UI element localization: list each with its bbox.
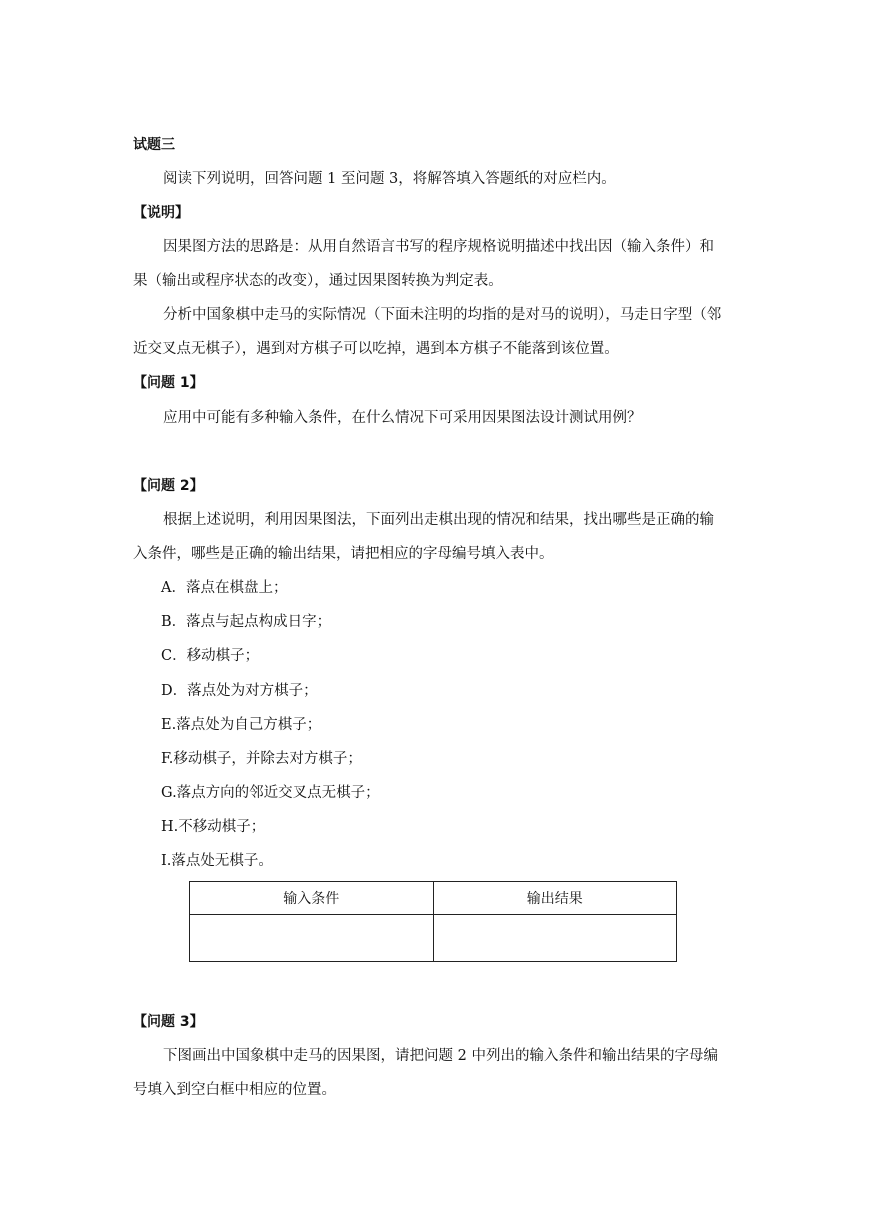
option-c: C．移动棋子；	[161, 648, 260, 664]
q3-heading: 【问题 3】	[133, 1014, 204, 1030]
option-h: H.不移动棋子；	[161, 819, 266, 835]
q2-line2: 入条件，哪些是正确的输出结果，请把相应的字母编号填入表中。	[133, 546, 554, 562]
output-results-cell[interactable]	[433, 915, 677, 962]
intro-text: 阅读下列说明，回答问题 1 至问题 3，将解答填入答题纸的对应栏内。	[163, 171, 616, 187]
answer-table	[189, 881, 677, 962]
page-title: 试题三	[133, 137, 175, 153]
output-results-header: 输出结果	[433, 882, 677, 915]
option-f: F.移动棋子，并除去对方棋子；	[161, 751, 362, 767]
explain-heading: 【说明】	[133, 205, 189, 221]
explain-p2-line2: 近交叉点无棋子），遇到对方棋子可以吃掉，遇到本方棋子不能落到该位置。	[133, 341, 619, 357]
option-g: G.落点方向的邻近交叉点无棋子；	[161, 785, 380, 801]
explain-p1-line2: 果（输出或程序状态的改变），通过因果图转换为判定表。	[133, 273, 503, 289]
explain-p1-line1: 因果图方法的思路是：从用自然语言书写的程序规格说明描述中找出因（输入条件）和	[163, 239, 714, 255]
q3-line2: 号填入到空白框中相应的位置。	[133, 1082, 336, 1098]
option-d: D．落点处为对方棋子；	[161, 683, 318, 699]
input-conditions-header: 输入条件	[190, 882, 434, 915]
input-conditions-cell[interactable]	[190, 915, 434, 962]
q2-heading: 【问题 2】	[133, 478, 204, 494]
option-b: B．落点与起点构成日字；	[161, 614, 332, 630]
q2-line1: 根据上述说明，利用因果图法，下面列出走棋出现的情况和结果，找出哪些是正确的输	[163, 512, 714, 528]
option-e: E.落点处为自己方棋子；	[161, 717, 322, 733]
option-a: A．落点在棋盘上；	[161, 580, 288, 596]
q1-text: 应用中可能有多种输入条件，在什么情况下可采用因果图法设计测试用例？	[163, 410, 642, 426]
answer-table-row	[190, 915, 677, 962]
q3-line1: 下图画出中国象棋中走马的因果图，请把问题 2 中列出的输入条件和输出结果的字母编	[163, 1048, 718, 1064]
answer-table-header	[190, 882, 677, 915]
explain-p2-line1: 分析中国象棋中走马的实际情况（下面未注明的均指的是对马的说明），马走日字型（邻	[163, 307, 722, 323]
option-i: I.落点处无棋子。	[161, 853, 273, 869]
q1-heading: 【问题 1】	[133, 375, 204, 391]
